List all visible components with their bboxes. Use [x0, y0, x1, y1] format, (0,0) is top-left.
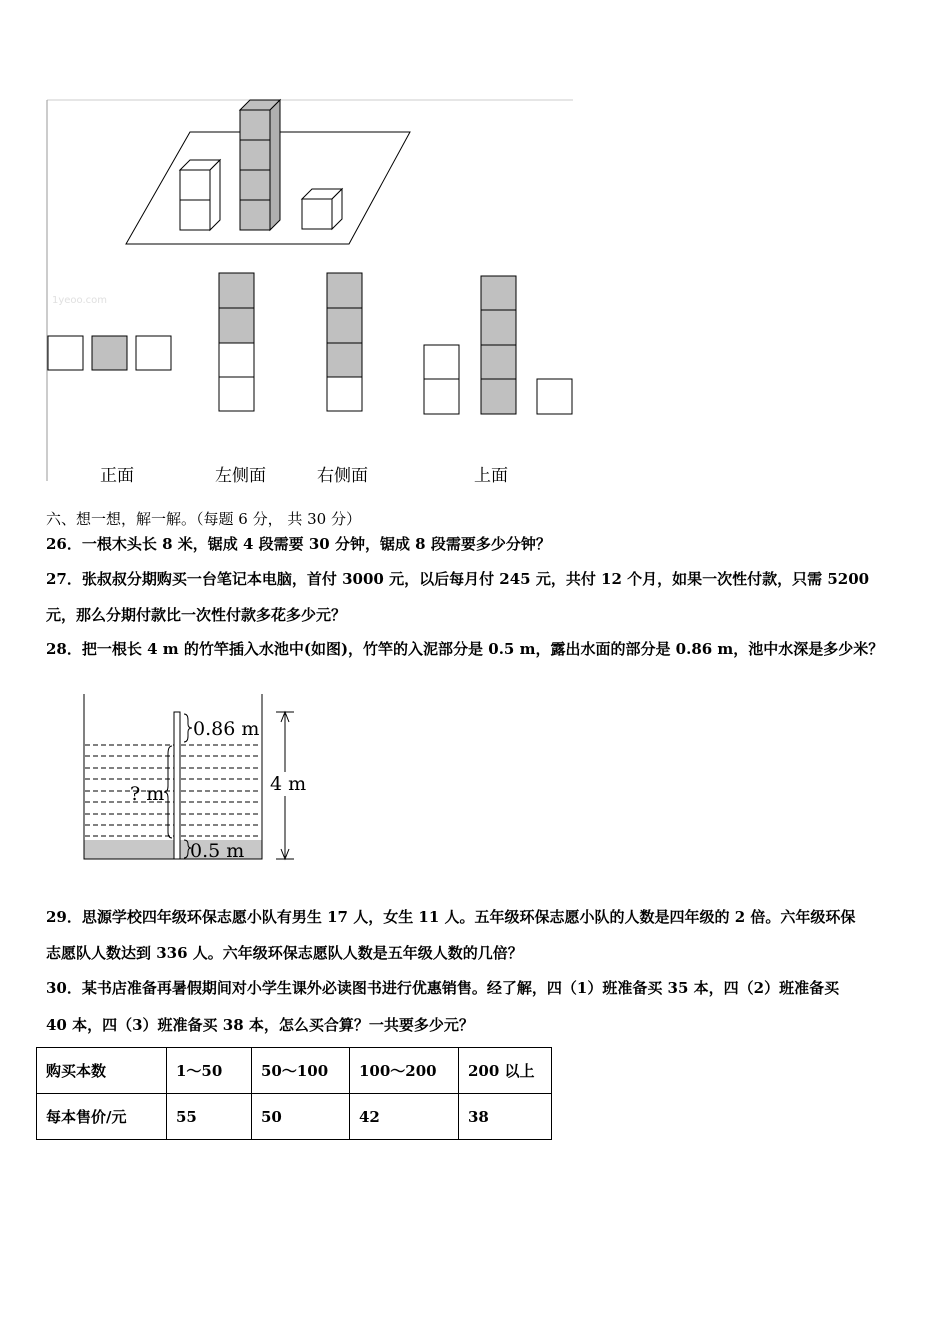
table-cell: 100～200: [350, 1048, 459, 1094]
price-table: [36, 1047, 552, 1140]
cubes-figure: [40, 95, 585, 490]
label-total-length: 4 m: [270, 773, 307, 795]
question-27-line-1: 27．张叔叔分期购买一台笔记本电脑，首付 3000 元，以后每月付 245 元，共付 12 个月，如果一次性付款，只需 5200: [46, 570, 870, 588]
table-cell: 50: [252, 1094, 350, 1140]
label-front-view: 正面: [100, 466, 134, 486]
question-30-line-2: 40 本，四（3）班准备买 38 本，怎么买合算？一共要多少元？: [46, 1016, 474, 1034]
label-right-side-view: 右侧面: [317, 466, 368, 486]
brace-water: [164, 746, 172, 838]
question-29-line-1: 29．思源学校四年级环保志愿小队有男生 17 人，女生 11 人。五年级环保志愿小队的人数是四年级的 2 倍。六年级环保: [46, 908, 856, 926]
label-top-view: 上面: [474, 466, 508, 486]
table-row: [37, 1048, 552, 1094]
front-view: [48, 336, 171, 370]
table-cell: 55: [167, 1094, 252, 1140]
question-29-line-2: 志愿队人数达到 336 人。六年级环保志愿队人数是五年级人数的几倍？: [46, 944, 523, 962]
label-mud-depth: 0.5 m: [190, 840, 245, 862]
label-above-water: 0.86 m: [193, 718, 260, 740]
table-cell: 42: [350, 1094, 459, 1140]
table-cell: 1～50: [167, 1048, 252, 1094]
table-row: [37, 1094, 552, 1140]
pool-figure: [80, 690, 320, 865]
table-cell: 每本售价/元: [37, 1094, 167, 1140]
table-cell: 200 以上: [459, 1048, 552, 1094]
question-27-line-2: 元，那么分期付款比一次性付款多花多少元？: [46, 606, 347, 624]
label-left-side-view: 左侧面: [215, 466, 266, 486]
table-cell: 购买本数: [37, 1048, 167, 1094]
bamboo-pole: [174, 712, 180, 859]
left-side-view: [219, 273, 254, 411]
top-view: [424, 276, 572, 414]
water-lines: [85, 745, 261, 836]
table-cell: 50～100: [252, 1048, 350, 1094]
brace-above-water: [184, 714, 192, 742]
right-cube: [302, 189, 342, 229]
question-26: 26．一根木头长 8 米，锯成 4 段需要 30 分钟，锯成 8 段需要多少分钟？: [46, 535, 551, 553]
section-heading: 六、想一想，解一解。（每题 6 分， 共 30 分）: [46, 510, 361, 528]
label-water-depth: ? m: [130, 783, 165, 805]
right-side-view: [327, 273, 362, 411]
watermark-text: 1yeoo.com: [52, 295, 108, 306]
left-stack: [180, 160, 220, 230]
table-cell: 38: [459, 1094, 552, 1140]
question-28: 28．把一根长 4 m 的竹竿插入水池中(如图)，竹竿的入泥部分是 0.5 m，露出水面的部分是 0.86 m，池中水深是多少米？: [46, 640, 884, 658]
question-30-line-1: 30．某书店准备再暑假期间对小学生课外必读图书进行优惠销售。经了解，四（1）班准备买 35 本，四（2）班准备买: [46, 979, 840, 997]
middle-stack: [240, 100, 280, 230]
